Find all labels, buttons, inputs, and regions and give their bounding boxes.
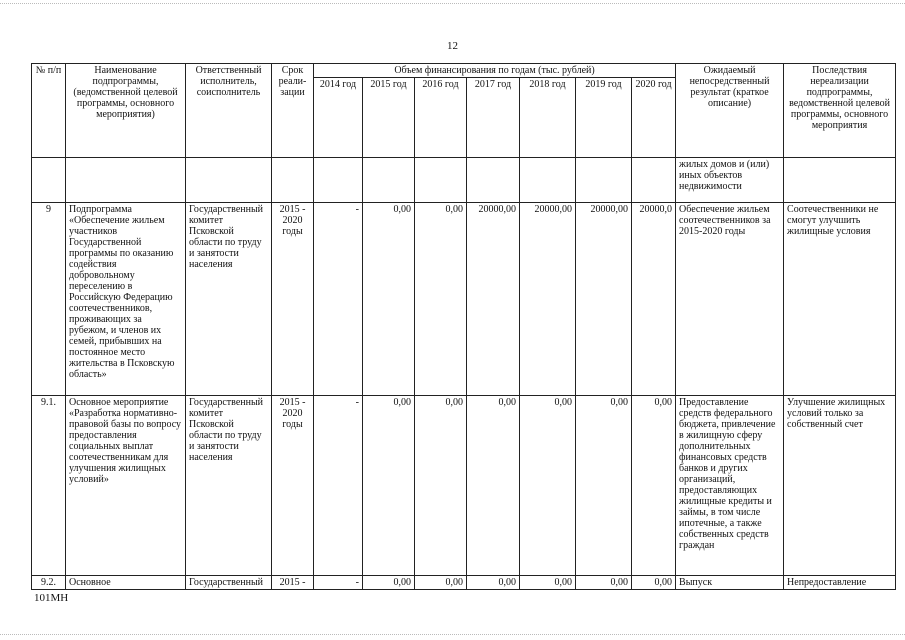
- row-value: 0,00: [520, 396, 576, 576]
- row-responsible: Государственный комитет Псковской области по труду и занятости населения: [186, 203, 272, 396]
- header-year: 2014 год: [314, 78, 363, 158]
- row-value: 0,00: [363, 396, 415, 576]
- row-value: [363, 158, 415, 203]
- scan-edge-top: [0, 3, 905, 4]
- table-row: [32, 158, 896, 203]
- row-name: Основное: [66, 576, 186, 590]
- table-row: [32, 396, 896, 576]
- header-responsible: Ответственный исполнитель, соисполнитель: [186, 64, 272, 158]
- row-term: 2015 -: [272, 576, 314, 590]
- row-value: 0,00: [415, 576, 467, 590]
- row-consequences: Улучшение жилищных условий только за собственный счет: [784, 396, 896, 576]
- row-value: 0,00: [576, 576, 632, 590]
- row-result: Выпуск: [676, 576, 784, 590]
- row-result: Предоставление средств федерального бюджета, привлечение в жилищную сферу дополнительных финансовых средств банков и других организаций, предоставляющих жилищные кредиты и займы, в том числе ипотечные, а также собственных средств граждан: [676, 396, 784, 576]
- row-value: 0,00: [632, 576, 676, 590]
- header-num: № п/п: [32, 64, 66, 158]
- row-result: Обеспечение жильем соотечественников за 2015-2020 годы: [676, 203, 784, 396]
- row-responsible: Государственный: [186, 576, 272, 590]
- row-value: 20000,00: [520, 203, 576, 396]
- row-value: -: [314, 203, 363, 396]
- row-value: 0,00: [415, 203, 467, 396]
- row-num: 9.1.: [32, 396, 66, 576]
- row-value: [632, 158, 676, 203]
- row-result: жилых домов и (или) иных объектов недвижимости: [676, 158, 784, 203]
- header-year: 2018 год: [520, 78, 576, 158]
- row-responsible: Государственный комитет Псковской области по труду и занятости населения: [186, 396, 272, 576]
- row-value: 0,00: [467, 576, 520, 590]
- row-value: 20000,00: [467, 203, 520, 396]
- table-row: [32, 203, 896, 396]
- row-term: 2015 - 2020 годы: [272, 203, 314, 396]
- row-num: 9: [32, 203, 66, 396]
- program-table: [31, 63, 896, 590]
- row-value: 0,00: [520, 576, 576, 590]
- row-value: [576, 158, 632, 203]
- row-value: 0,00: [632, 396, 676, 576]
- row-consequences: Непредоставление: [784, 576, 896, 590]
- row-name: [66, 158, 186, 203]
- header-funding-group: Объем финансирования по годам (тыс. рублей): [314, 64, 676, 78]
- header-year: 2015 год: [363, 78, 415, 158]
- row-value: 0,00: [415, 396, 467, 576]
- row-value: 0,00: [576, 396, 632, 576]
- row-value: 0,00: [363, 576, 415, 590]
- row-value: 0,00: [467, 396, 520, 576]
- table-row: [32, 576, 896, 590]
- row-num: [32, 158, 66, 203]
- header-result: Ожидаемый непосредственный результат (краткое описание): [676, 64, 784, 158]
- header-year: 2017 год: [467, 78, 520, 158]
- row-consequences: [784, 158, 896, 203]
- header-name: Наименование подпрограммы, (ведомственной целевой программы, основного мероприятия): [66, 64, 186, 158]
- row-value: 0,00: [363, 203, 415, 396]
- row-value: [415, 158, 467, 203]
- scan-edge-bottom: [0, 634, 905, 635]
- header-term: Срок реали-зации: [272, 64, 314, 158]
- row-value: -: [314, 396, 363, 576]
- header-year: 2020 год: [632, 78, 676, 158]
- row-name: Основное мероприятие «Разработка нормативно-правовой базы по вопросу предоставления социальных выплат соотечественникам для улучшения жилищных условий»: [66, 396, 186, 576]
- row-consequences: Соотечественники не смогут улучшить жилищные условия: [784, 203, 896, 396]
- table-header: [32, 64, 896, 158]
- header-year: 2016 год: [415, 78, 467, 158]
- header-consequences: Последствия нереализации подпрограммы, ведомственной целевой программы, основного мероприятия: [784, 64, 896, 158]
- page-number: 12: [447, 40, 458, 52]
- row-term: 2015 - 2020 годы: [272, 396, 314, 576]
- header-year: 2019 год: [576, 78, 632, 158]
- row-value: [467, 158, 520, 203]
- row-value: 20000,0: [632, 203, 676, 396]
- row-term: [272, 158, 314, 203]
- row-responsible: [186, 158, 272, 203]
- row-value: [520, 158, 576, 203]
- row-value: 20000,00: [576, 203, 632, 396]
- row-value: -: [314, 576, 363, 590]
- row-name: Подпрограмма «Обеспечение жильем участников Государственной программы по оказанию содействия добровольному переселению в Российскую Федерацию соотечественников, проживающих за рубежом, и членов их семей, прибывших на постоянное место жительства в Псковскую область»: [66, 203, 186, 396]
- row-num: 9.2.: [32, 576, 66, 590]
- footer-code: 101МН: [34, 592, 69, 604]
- row-value: [314, 158, 363, 203]
